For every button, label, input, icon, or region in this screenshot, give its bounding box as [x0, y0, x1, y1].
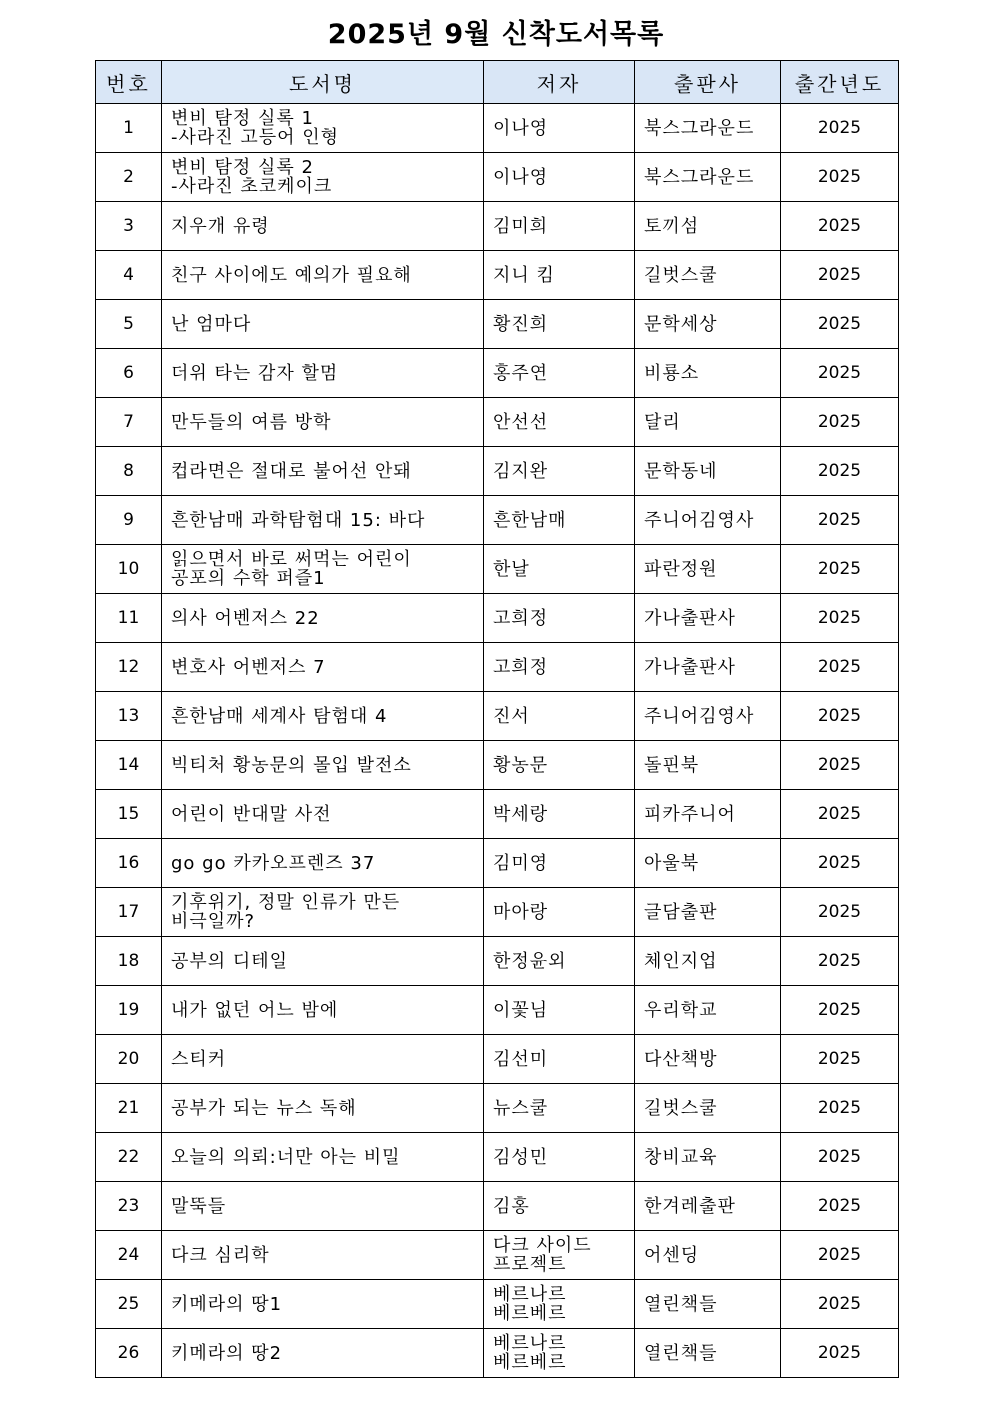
- book-publisher: 북스그라운드: [635, 104, 781, 153]
- table-row: [96, 692, 899, 741]
- book-author: 흔한남매: [484, 496, 635, 545]
- book-title: 스티커: [162, 1035, 484, 1084]
- book-year: 2025: [781, 1329, 899, 1378]
- book-title: 변비 탐정 실록 2 -사라진 초코케이크: [162, 153, 484, 202]
- table-row: [96, 1182, 899, 1231]
- book-title: 만두들의 여름 방학: [162, 398, 484, 447]
- book-number: 21: [96, 1084, 162, 1133]
- book-publisher: 길벗스쿨: [635, 1084, 781, 1133]
- book-number: 7: [96, 398, 162, 447]
- book-list-table: [95, 60, 899, 1378]
- table-row: [96, 643, 899, 692]
- book-year: 2025: [781, 104, 899, 153]
- book-title: 변비 탐정 실록 1 -사라진 고등어 인형: [162, 104, 484, 153]
- book-author: 다크 사이드 프로젝트: [484, 1231, 635, 1280]
- table-row: [96, 937, 899, 986]
- book-number: 18: [96, 937, 162, 986]
- book-author: 황농문: [484, 741, 635, 790]
- page-title: 2025년 9월 신착도서목록: [327, 19, 665, 50]
- book-year: 2025: [781, 545, 899, 594]
- table-row: [96, 300, 899, 349]
- book-year: 2025: [781, 1280, 899, 1329]
- book-publisher: 열린책들: [635, 1329, 781, 1378]
- book-publisher: 주니어김영사: [635, 496, 781, 545]
- table-row: [96, 790, 899, 839]
- book-author: 진서: [484, 692, 635, 741]
- book-year: 2025: [781, 300, 899, 349]
- book-author: 이나영: [484, 153, 635, 202]
- book-number: 5: [96, 300, 162, 349]
- book-publisher: 체인지업: [635, 937, 781, 986]
- book-publisher: 다산책방: [635, 1035, 781, 1084]
- book-author: 이꽃님: [484, 986, 635, 1035]
- book-author: 고희정: [484, 643, 635, 692]
- book-author: 마아랑: [484, 888, 635, 937]
- table-row: [96, 349, 899, 398]
- book-number: 26: [96, 1329, 162, 1378]
- book-author: 김미희: [484, 202, 635, 251]
- book-title: 내가 없던 어느 밤에: [162, 986, 484, 1035]
- header-book-title: 도서명: [162, 61, 484, 104]
- header-row: [96, 61, 899, 104]
- book-publisher: 가나출판사: [635, 594, 781, 643]
- book-title: go go 카카오프렌즈 37: [162, 839, 484, 888]
- book-author: 이나영: [484, 104, 635, 153]
- book-year: 2025: [781, 741, 899, 790]
- table-row: [96, 496, 899, 545]
- book-year: 2025: [781, 594, 899, 643]
- book-number: 2: [96, 153, 162, 202]
- table-row: [96, 839, 899, 888]
- book-author: 고희정: [484, 594, 635, 643]
- table-row: [96, 545, 899, 594]
- book-year: 2025: [781, 643, 899, 692]
- book-number: 9: [96, 496, 162, 545]
- book-publisher: 열린책들: [635, 1280, 781, 1329]
- header-author: 저자: [484, 61, 635, 104]
- table-row: [96, 1280, 899, 1329]
- table-row: [96, 1035, 899, 1084]
- book-author: 한날: [484, 545, 635, 594]
- book-author: 베르나르 베르베르: [484, 1329, 635, 1378]
- book-publisher: 토끼섬: [635, 202, 781, 251]
- book-year: 2025: [781, 1133, 899, 1182]
- book-publisher: 우리학교: [635, 986, 781, 1035]
- book-author: 김선미: [484, 1035, 635, 1084]
- book-publisher: 파란정원: [635, 545, 781, 594]
- table-row: [96, 986, 899, 1035]
- book-title: 컵라면은 절대로 불어선 안돼: [162, 447, 484, 496]
- book-publisher: 비룡소: [635, 349, 781, 398]
- book-author: 뉴스쿨: [484, 1084, 635, 1133]
- book-title: 빅티처 황농문의 몰입 발전소: [162, 741, 484, 790]
- book-year: 2025: [781, 790, 899, 839]
- table-row: [96, 398, 899, 447]
- book-year: 2025: [781, 888, 899, 937]
- book-year: 2025: [781, 202, 899, 251]
- book-number: 11: [96, 594, 162, 643]
- book-author: 김지완: [484, 447, 635, 496]
- book-year: 2025: [781, 692, 899, 741]
- book-number: 25: [96, 1280, 162, 1329]
- book-number: 22: [96, 1133, 162, 1182]
- book-author: 베르나르 베르베르: [484, 1280, 635, 1329]
- book-author: 지니 킴: [484, 251, 635, 300]
- book-number: 14: [96, 741, 162, 790]
- book-author: 홍주연: [484, 349, 635, 398]
- book-publisher: 피카주니어: [635, 790, 781, 839]
- book-number: 12: [96, 643, 162, 692]
- table-row: [96, 1084, 899, 1133]
- book-publisher: 문학동네: [635, 447, 781, 496]
- book-number: 24: [96, 1231, 162, 1280]
- book-title: 흔한남매 세계사 탐험대 4: [162, 692, 484, 741]
- book-year: 2025: [781, 1231, 899, 1280]
- book-author: 김홍: [484, 1182, 635, 1231]
- book-number: 19: [96, 986, 162, 1035]
- table-row: [96, 104, 899, 153]
- book-title: 공부가 되는 뉴스 독해: [162, 1084, 484, 1133]
- book-number: 10: [96, 545, 162, 594]
- table-row: [96, 1231, 899, 1280]
- book-publisher: 주니어김영사: [635, 692, 781, 741]
- book-number: 15: [96, 790, 162, 839]
- table-row: [96, 594, 899, 643]
- book-year: 2025: [781, 153, 899, 202]
- book-number: 20: [96, 1035, 162, 1084]
- book-title: 키메라의 땅1: [162, 1280, 484, 1329]
- book-title: 의사 어벤저스 22: [162, 594, 484, 643]
- book-title: 어린이 반대말 사전: [162, 790, 484, 839]
- book-title: 친구 사이에도 예의가 필요해: [162, 251, 484, 300]
- book-publisher: 아울북: [635, 839, 781, 888]
- book-publisher: 문학세상: [635, 300, 781, 349]
- header-number: 번호: [96, 61, 162, 104]
- book-year: 2025: [781, 251, 899, 300]
- book-number: 3: [96, 202, 162, 251]
- book-title: 난 엄마다: [162, 300, 484, 349]
- book-title: 오늘의 의뢰:너만 아는 비밀: [162, 1133, 484, 1182]
- book-number: 17: [96, 888, 162, 937]
- book-year: 2025: [781, 398, 899, 447]
- table-row: [96, 888, 899, 937]
- header-year: 출간년도: [781, 61, 899, 104]
- book-number: 6: [96, 349, 162, 398]
- book-publisher: 어센딩: [635, 1231, 781, 1280]
- book-year: 2025: [781, 839, 899, 888]
- book-number: 4: [96, 251, 162, 300]
- book-author: 한정윤외: [484, 937, 635, 986]
- table-row: [96, 1329, 899, 1378]
- book-author: 김성민: [484, 1133, 635, 1182]
- book-publisher: 북스그라운드: [635, 153, 781, 202]
- book-publisher: 길벗스쿨: [635, 251, 781, 300]
- book-year: 2025: [781, 1182, 899, 1231]
- book-title: 말뚝들: [162, 1182, 484, 1231]
- book-publisher: 가나출판사: [635, 643, 781, 692]
- book-number: 16: [96, 839, 162, 888]
- book-year: 2025: [781, 349, 899, 398]
- book-title: 더위 타는 감자 할멈: [162, 349, 484, 398]
- book-number: 1: [96, 104, 162, 153]
- book-author: 황진희: [484, 300, 635, 349]
- table-row: [96, 202, 899, 251]
- book-year: 2025: [781, 1035, 899, 1084]
- book-title: 기후위기, 정말 인류가 만든 비극일까?: [162, 888, 484, 937]
- table-row: [96, 1133, 899, 1182]
- book-author: 박세랑: [484, 790, 635, 839]
- book-year: 2025: [781, 986, 899, 1035]
- book-number: 23: [96, 1182, 162, 1231]
- book-publisher: 글담출판: [635, 888, 781, 937]
- book-title: 변호사 어벤저스 7: [162, 643, 484, 692]
- book-year: 2025: [781, 1084, 899, 1133]
- table-row: [96, 153, 899, 202]
- book-title: 읽으면서 바로 써먹는 어린이 공포의 수학 퍼즐1: [162, 545, 484, 594]
- book-title: 지우개 유령: [162, 202, 484, 251]
- book-year: 2025: [781, 937, 899, 986]
- book-publisher: 달리: [635, 398, 781, 447]
- book-publisher: 창비교육: [635, 1133, 781, 1182]
- book-title: 흔한남매 과학탐험대 15: 바다: [162, 496, 484, 545]
- book-year: 2025: [781, 447, 899, 496]
- book-number: 13: [96, 692, 162, 741]
- book-author: 안선선: [484, 398, 635, 447]
- book-author: 김미영: [484, 839, 635, 888]
- book-year: 2025: [781, 496, 899, 545]
- book-title: 다크 심리학: [162, 1231, 484, 1280]
- table-row: [96, 447, 899, 496]
- book-number: 8: [96, 447, 162, 496]
- table-row: [96, 251, 899, 300]
- book-publisher: 돌핀북: [635, 741, 781, 790]
- book-title: 키메라의 땅2: [162, 1329, 484, 1378]
- book-publisher: 한겨레출판: [635, 1182, 781, 1231]
- book-title: 공부의 디테일: [162, 937, 484, 986]
- header-publisher: 출판사: [635, 61, 781, 104]
- table-row: [96, 741, 899, 790]
